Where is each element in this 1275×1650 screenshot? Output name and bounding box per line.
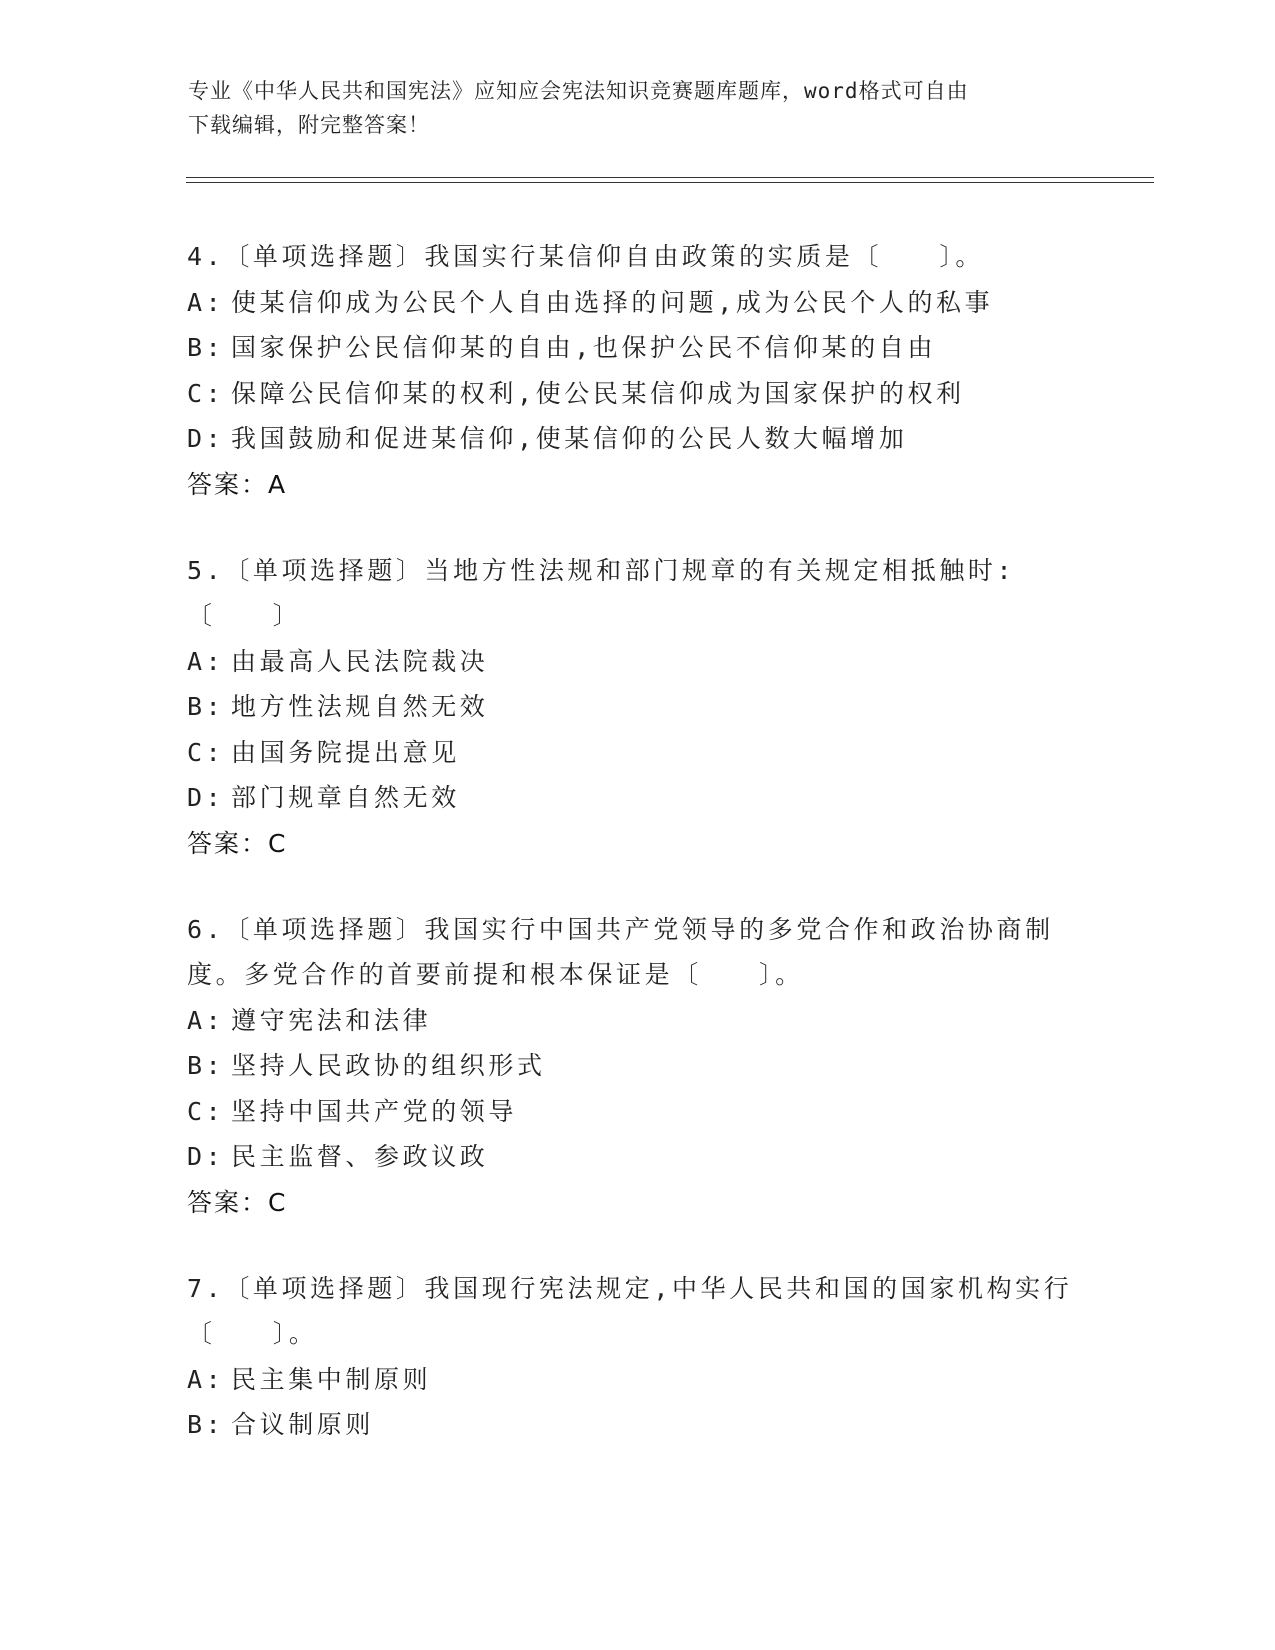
header-divider-secondary bbox=[186, 182, 1154, 183]
answer-value: C bbox=[268, 1187, 288, 1217]
option-d bbox=[187, 1134, 1087, 1180]
question-4 bbox=[187, 234, 1087, 507]
option-text: 遵守宪法和法律 bbox=[231, 1005, 432, 1035]
header-divider bbox=[186, 177, 1154, 178]
answer bbox=[187, 462, 1087, 507]
option-a bbox=[187, 639, 1087, 685]
answer bbox=[187, 821, 1087, 866]
question-7 bbox=[187, 1266, 1087, 1448]
header-line-1: 专业《中华人民共和国宪法》应知应会宪法知识竞赛题库题库，word格式可自由 bbox=[188, 79, 969, 103]
question-text: 我国实行某信仰自由政策的实质是〔 〕。 bbox=[424, 242, 985, 271]
option-key: A: bbox=[187, 1005, 225, 1035]
option-c bbox=[187, 1089, 1087, 1135]
question-text: 我国实行中国共产党领导的多党合作和政治协商制度。多党合作的首要前提和根本保证是〔 〕。 bbox=[187, 914, 1054, 989]
question-type: 〔单项选择题〕 bbox=[224, 555, 425, 585]
question-stem bbox=[187, 548, 1077, 639]
question-stem bbox=[187, 907, 1077, 998]
option-c bbox=[187, 371, 1087, 417]
question-number: 4. bbox=[187, 242, 225, 271]
option-text: 我国鼓励和促进某信仰,使某信仰的公民人数大幅增加 bbox=[231, 424, 908, 453]
option-text: 部门规章自然无效 bbox=[231, 783, 460, 812]
option-key: B: bbox=[187, 692, 225, 721]
question-text: 我国现行宪法规定,中华人民共和国的国家机构实行〔 〕。 bbox=[187, 1273, 1073, 1348]
question-text: 当地方性法规和部门规章的有关规定相抵触时:〔 〕 bbox=[187, 555, 1016, 630]
option-b bbox=[187, 684, 1087, 730]
option-text: 坚持中国共产党的领导 bbox=[231, 1096, 518, 1126]
option-key: C: bbox=[187, 378, 225, 408]
option-key: D: bbox=[187, 783, 225, 812]
option-d bbox=[187, 416, 1087, 462]
option-key: C: bbox=[187, 1096, 225, 1126]
option-a bbox=[187, 280, 1087, 326]
option-key: B: bbox=[187, 1410, 225, 1439]
option-key: A: bbox=[187, 1364, 225, 1394]
option-text: 国家保护公民信仰某的自由,也保护公民不信仰某的自由 bbox=[231, 333, 937, 362]
document-header bbox=[188, 74, 1088, 142]
question-number: 5. bbox=[187, 555, 225, 585]
question-number: 6. bbox=[187, 914, 225, 944]
option-text: 由国务院提出意见 bbox=[231, 737, 460, 767]
option-a bbox=[187, 998, 1087, 1044]
option-text: 合议制原则 bbox=[231, 1410, 375, 1439]
answer-label: 答案： bbox=[187, 828, 269, 858]
option-text: 由最高人民法院裁决 bbox=[231, 646, 489, 676]
header-line-2: 下载编辑，附完整答案！ bbox=[188, 113, 430, 137]
question-6 bbox=[187, 907, 1087, 1225]
option-key: A: bbox=[187, 646, 225, 676]
option-text: 民主集中制原则 bbox=[231, 1364, 432, 1394]
option-key: B: bbox=[187, 1051, 225, 1080]
option-text: 地方性法规自然无效 bbox=[231, 692, 489, 721]
question-5 bbox=[187, 548, 1087, 866]
option-b bbox=[187, 1043, 1087, 1089]
question-type: 〔单项选择题〕 bbox=[224, 242, 425, 271]
option-text: 保障公民信仰某的权利,使公民某信仰成为国家保护的权利 bbox=[231, 378, 965, 408]
option-key: C: bbox=[187, 737, 225, 767]
option-key: A: bbox=[187, 287, 225, 317]
answer-label: 答案： bbox=[187, 469, 269, 499]
question-stem bbox=[187, 1266, 1077, 1357]
option-d bbox=[187, 775, 1087, 821]
option-text: 坚持人民政协的组织形式 bbox=[231, 1051, 546, 1080]
answer bbox=[187, 1180, 1087, 1225]
answer-value: C bbox=[268, 828, 288, 858]
question-stem bbox=[187, 234, 1077, 280]
option-key: D: bbox=[187, 1142, 225, 1171]
question-type: 〔单项选择题〕 bbox=[224, 914, 425, 944]
question-list bbox=[187, 234, 1087, 1489]
option-text: 使某信仰成为公民个人自由选择的问题,成为公民个人的私事 bbox=[231, 287, 994, 317]
option-b bbox=[187, 1402, 1087, 1448]
question-number: 7. bbox=[187, 1273, 225, 1303]
option-c bbox=[187, 730, 1087, 776]
answer-label: 答案： bbox=[187, 1187, 269, 1217]
option-key: D: bbox=[187, 424, 225, 453]
option-key: B: bbox=[187, 333, 225, 362]
option-a bbox=[187, 1357, 1087, 1403]
answer-value: A bbox=[268, 469, 288, 499]
option-text: 民主监督、参政议政 bbox=[231, 1142, 489, 1171]
question-type: 〔单项选择题〕 bbox=[224, 1273, 425, 1303]
option-b bbox=[187, 325, 1087, 371]
